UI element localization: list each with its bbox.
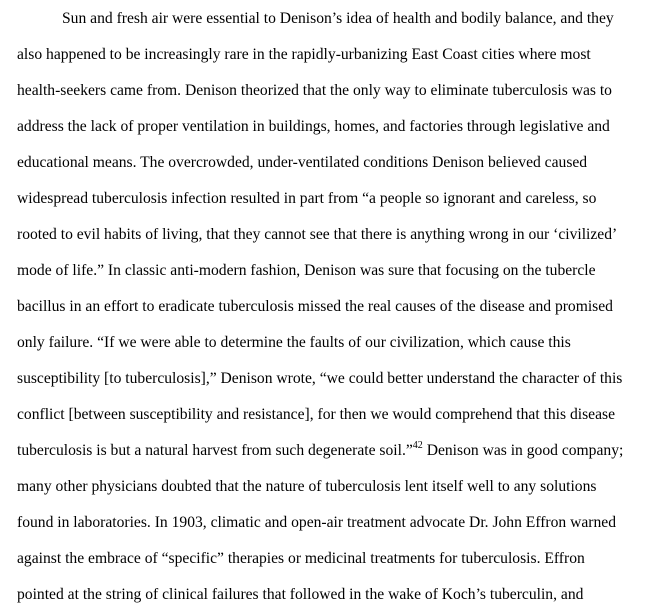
text-line: health-seekers came from. Denison theorized that the only way to eliminate tuberculosis was to (17, 82, 612, 99)
text-line: widespread tuberculosis infection resulted in part from “a people so ignorant and careless, so (17, 190, 597, 207)
text-line: mode of life.” In classic anti-modern fashion, Denison was sure that focusing on the tubercle (17, 262, 596, 279)
text-line (17, 433, 654, 469)
line-continuation-text: Denison was in good company; (422, 442, 624, 459)
text-line: rooted to evil habits of living, that they cannot see that there is anything wrong in our ‘civilized’ (17, 226, 618, 243)
text-line: conflict [between susceptibility and resistance], for then we would comprehend that this disease (17, 406, 616, 423)
quote-end-text: tuberculosis is but a natural harvest from such degenerate soil.” (17, 442, 413, 459)
text-line: educational means. The overcrowded, under-ventilated conditions Denison believed caused (17, 154, 588, 171)
text-line: also happened to be increasingly rare in the rapidly-urbanizing East Coast cities where most (17, 46, 591, 63)
text-line: susceptibility [to tuberculosis],” Denison wrote, “we could better understand the character of this (17, 370, 623, 387)
text-line: only failure. “If we were able to determine the faults of our civilization, which cause this (17, 334, 571, 351)
text-line: found in laboratories. In 1903, climatic and open-air treatment advocate Dr. John Effron warned (17, 514, 617, 531)
footnote-marker: 42 (412, 439, 423, 451)
text-line: against the embrace of “specific” therapies or medicinal treatments for tuberculosis. Effron (17, 550, 585, 567)
text-line: many other physicians doubted that the nature of tuberculosis lent itself well to any solutions (17, 478, 597, 495)
body-paragraph (17, 1, 654, 613)
text-line: address the lack of proper ventilation in buildings, homes, and factories through legislative and (17, 118, 610, 135)
text-line: Sun and fresh air were essential to Denison’s idea of health and bodily balance, and they (62, 10, 614, 27)
text-line: bacillus in an effort to eradicate tuberculosis missed the real causes of the disease and promised (17, 298, 613, 315)
text-line: pointed at the string of clinical failures that followed in the wake of Koch’s tuberculin, and (17, 586, 584, 603)
